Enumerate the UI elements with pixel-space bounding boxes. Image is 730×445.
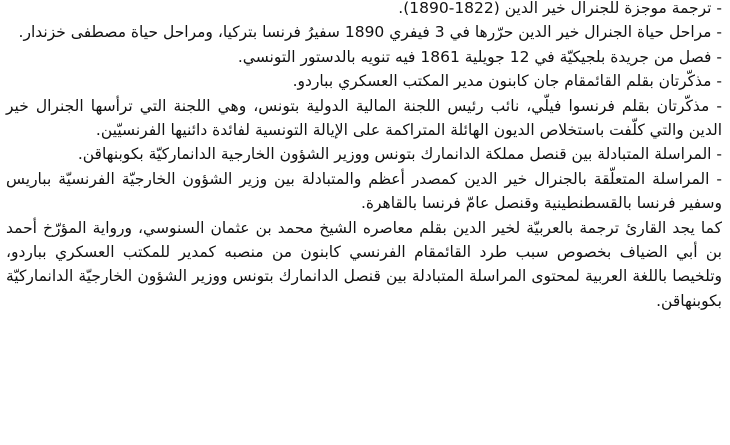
closing-paragraph: كما يجد القارئ ترجمة بالعربيّة لخير الدين بقلم معاصره الشيخ محمد بن عثمان السنوسي، ورواية المؤرّخ أحمد بن أبي الضياف بخصوص سبب طرد القائمقام الفرنسي كابنون من منصبه كمدير للمكتب العسكري بباردو، وتلخيصا باللغة العربية لمحتوى المراسلة المتبادلة بين قنصل الدانمارك بتونس ووزير الشؤون الخارجيّة الدانماركيّة بكوبنهاقن. bbox=[6, 218, 722, 310]
list-item-belgian-newspaper: - فصل من جريدة بلجيكيّة في 12 جويلية 1861 فيه تنويه بالدستور التونسي. bbox=[237, 47, 722, 66]
list-item-campenon-memos: - مذكّرتان بقلم القائمقام جان كابنون مدير المكتب العسكري بباردو. bbox=[292, 72, 722, 91]
list-item-life-stages: - مراحل حياة الجنرال خير الدين حرّرها في 3 فيفري 1890 سفيرُ فرنسا بتركيا، ومراحل حياة مصطفى خزندار. bbox=[18, 23, 722, 42]
list-item-villet-memos: - مذكّرتان بقلم فرنسوا فيلّي، نائب رئيس اللجنة المالية الدولية بتونس، وهي اللجنة التي ترأسها الجنرال خير الدين والتي كلّفت باستخلاص الديون الهائلة المتراكمة على الإيالة التونسية لفائدة دائنيها الفرنسيّين. bbox=[6, 96, 722, 140]
list-item-short-biography: - ترجمة موجزة للجنرال خير الدين (1822-1890). bbox=[398, 0, 722, 17]
list-item-danish-correspondence: - المراسلة المتبادلة بين قنصل مملكة الدانمارك بتونس ووزير الشؤون الخارجية الدانماركيّة بكوبنهاقن. bbox=[77, 145, 722, 164]
list-item-french-correspondence: - المراسلة المتعلّقة بالجنرال خير الدين كمصدر أعظم والمتبادلة بين وزير الشؤون الخارجيّة الفرنسيّة بباريس وسفير فرنسا بالقسطنطينية وقنصل عامّ فرنسا بالقاهرة. bbox=[6, 169, 722, 213]
document-body bbox=[6, 0, 722, 313]
